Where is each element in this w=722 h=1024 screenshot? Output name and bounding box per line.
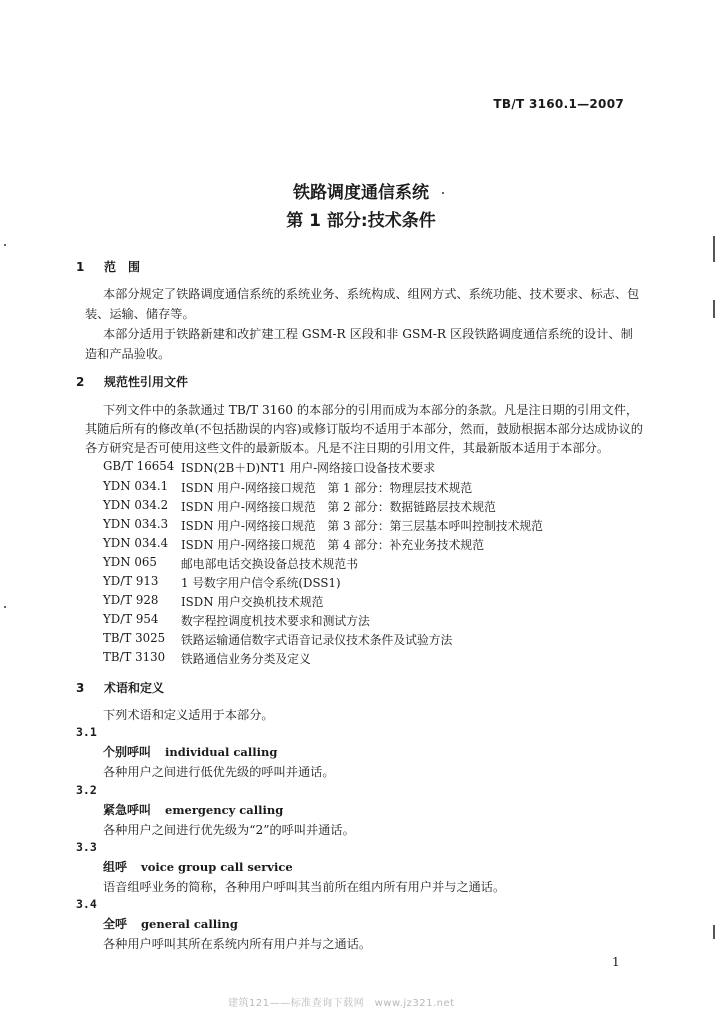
reference-title: ISDN(2B＋D)NT1 用户-网络接口设备技术要求 xyxy=(181,461,436,475)
reference-title: ISDN 用户-网络接口规范 第 3 部分：第三层基本呼叫控制技术规范 xyxy=(181,519,543,533)
scan-dot xyxy=(4,244,6,246)
scan-dot xyxy=(4,606,6,608)
reference-code: YDN 034.4 xyxy=(103,536,169,550)
reference-code: TB/T 3130 xyxy=(103,650,166,664)
section-1-heading xyxy=(76,258,140,275)
term-en: emergency calling xyxy=(165,803,284,817)
term-en: individual calling xyxy=(165,745,278,759)
reference-title: ISDN 用户-网络接口规范 第 1 部分：物理层技术规范 xyxy=(181,481,473,495)
reference-title: 邮电部电话交换设备总技术规范书 xyxy=(181,557,358,571)
term-definition: 各种用户之间进行低优先级的呼叫并通话。 xyxy=(103,765,335,779)
reference-title: 1 号数字用户信令系统(DSS1) xyxy=(181,576,341,590)
reference-title: ISDN 用户-网络接口规范 第 2 部分：数据链路层技术规范 xyxy=(181,500,496,514)
paragraph-line: 本部分适用于铁路新建和改扩建工程 GSM-R 区段和非 GSM-R 区段铁路调度通信系统的设计、制 xyxy=(103,327,633,341)
term-en: voice group call service xyxy=(141,860,293,874)
term-name xyxy=(103,858,293,875)
document-title: 铁路调度通信系统 xyxy=(293,183,429,203)
paragraph-line: 装、运输、储存等。 xyxy=(85,307,195,321)
term-definition: 各种用户呼叫其所在系统内所有用户并与之通话。 xyxy=(103,937,372,951)
document-subtitle: 第 1 部分:技术条件 xyxy=(286,211,436,231)
reference-code: YD/T 954 xyxy=(103,612,159,626)
paragraph-line: 本部分规定了铁路调度通信系统的系统业务、系统构成、组网方式、系统功能、技术要求、标志、包 xyxy=(103,287,640,301)
scan-dot xyxy=(442,192,444,194)
scan-edge-mark xyxy=(713,236,715,262)
term-definition: 语音组呼业务的简称，各种用户呼叫其当前所在组内所有用户并与之通话。 xyxy=(103,880,506,894)
standard-code: TB/T 3160.1—2007 xyxy=(493,97,624,111)
term-number: 3.2 xyxy=(76,783,97,797)
paragraph-line: 下列术语和定义适用于本部分。 xyxy=(103,708,274,722)
term-number: 3.3 xyxy=(76,840,97,854)
paragraph-line: 下列文件中的条款通过 TB/T 3160 的本部分的引用而成为本部分的条款。凡是注日期的引用文件， xyxy=(103,403,639,417)
section-title: 范 围 xyxy=(104,260,141,274)
reference-code: YDN 034.3 xyxy=(103,517,169,531)
term-name xyxy=(103,915,238,932)
section-number: 3 xyxy=(76,681,85,695)
section-number: 1 xyxy=(76,260,85,274)
term-cn: 组呼 xyxy=(103,860,128,874)
reference-code: TB/T 3025 xyxy=(103,631,166,645)
section-2-heading xyxy=(76,373,188,390)
paragraph-line: 造和产品验收。 xyxy=(85,347,171,361)
section-title: 术语和定义 xyxy=(104,681,165,695)
paragraph-line: 其随后所有的修改单(不包括勘误的内容)或修订版均不适用于本部分，然而，鼓励根据本部分达成协议的 xyxy=(85,422,643,436)
scan-edge-mark xyxy=(713,300,715,318)
term-name xyxy=(103,743,277,760)
reference-code: YDN 065 xyxy=(103,555,157,569)
reference-code: YDN 034.1 xyxy=(103,479,169,493)
footer-watermark: 建筑121——标准查询下载网 www.jz321.net xyxy=(228,998,455,1009)
reference-title: 铁路通信业务分类及定义 xyxy=(181,652,311,666)
term-definition: 各种用户之间进行优先级为“2”的呼叫并通话。 xyxy=(103,823,355,837)
term-cn: 紧急呼叫 xyxy=(103,803,152,817)
term-number: 3.4 xyxy=(76,897,97,911)
section-3-heading xyxy=(76,679,164,696)
section-number: 2 xyxy=(76,375,85,389)
term-name xyxy=(103,801,283,818)
paragraph-line: 各方研究是否可使用这些文件的最新版本。凡是不注日期的引用文件，其最新版本适用于本部分。 xyxy=(85,441,610,455)
reference-title: 数字程控调度机技术要求和测试方法 xyxy=(181,614,370,628)
reference-title: ISDN 用户-网络接口规范 第 4 部分：补充业务技术规范 xyxy=(181,538,484,552)
reference-code: YD/T 913 xyxy=(103,574,159,588)
reference-title: 铁路运输通信数字式语音记录仪技术条件及试验方法 xyxy=(181,633,453,647)
term-cn: 个别呼叫 xyxy=(103,745,152,759)
reference-code: YDN 034.2 xyxy=(103,498,169,512)
reference-code: YD/T 928 xyxy=(103,593,159,607)
term-en: general calling xyxy=(141,917,238,931)
scan-edge-mark xyxy=(713,925,715,939)
term-cn: 全呼 xyxy=(103,917,128,931)
page-number: 1 xyxy=(612,955,620,969)
term-number: 3.1 xyxy=(76,725,97,739)
section-title: 规范性引用文件 xyxy=(104,375,189,389)
reference-title: ISDN 用户交换机技术规范 xyxy=(181,595,324,609)
reference-code: GB/T 16654 xyxy=(103,459,175,473)
